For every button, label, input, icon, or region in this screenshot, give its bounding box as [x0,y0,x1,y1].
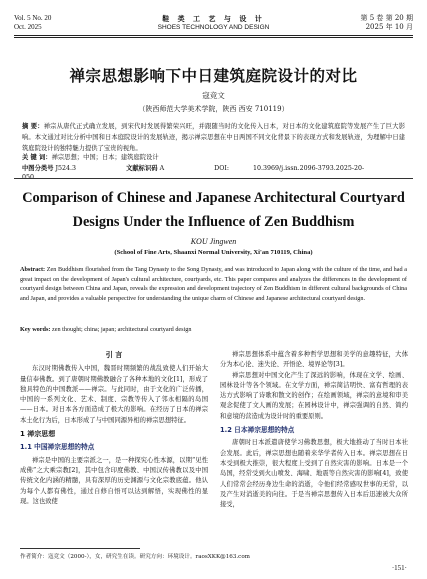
page-number: ·151· [391,564,407,572]
abstract-en-text: Zen Buddhism flourished from the Tang Dynasty to the Song Dynasty, and was introduced to Japan along with the culture of the time, and had a great impact on the development of Japan's cultural architecture, courtyards, etc. This paper compares and analyzes the differences in the development of courtyard design between China and Japan, reveals the expression and development trajectory of Zen Buddhism in different cultural backgrounds of China and Japan, and provides a valuable perspective for understanding the unique charm of Chinese and Japanese architectural courtyard design. [20,266,408,302]
intro-paragraph: 东汉时期佛教传入中国，魏晋时期频繁的战乱致使人们开始大量信奉佛教。到了唐朝时期佛教融合了各种本地的文化[1]，形成了独具特色的中国教派——禅宗。与此同时，由于文化的广泛传播，中国的一系列文化、艺术、制度、宗教等传入了邻永相隔的岛国——日本。对日本各方面造成了极大的影响。在经历了日本的禅宗本土化行为后，日本形成了与中国同源异相的禅宗思想特征。 [20,365,208,424]
journal-name-cn: 鞋 类 工 艺 与 设 计 [162,14,265,23]
keywords-en-text: zen thought; china; japan; architectural courtyard design [51,326,192,333]
abstract-en-label: Abstract: [20,266,46,273]
doc-code-label: 文献标识码 [126,165,158,172]
date-label: Oct. 2025 [14,23,42,31]
abstract-en [20,265,407,303]
header-rule [14,35,413,36]
header-center [14,14,413,32]
abstract-cn-label: 摘 要： [22,123,44,130]
section-rule [14,178,413,179]
running-header [14,10,413,36]
doi-value: 10.3969/j.issn.2096-3793.2025-20-050 [22,165,365,181]
section-1-2-heading: 1.2 日本禅宗思想的特点 [220,426,295,435]
classification-row [22,164,405,182]
keywords-cn-text: 禅宗思想；中国；日本；建筑庭院设计 [51,154,159,161]
header-rule-thin [14,37,413,38]
footnote-rule [20,548,140,549]
keywords-cn-label: 关 键 词： [22,154,52,161]
section-1-1-paragraph: 禅宗是中国的主要宗派之一，是一种探究心性本源，以期“见性成佛”之大乘宗教[2]，其中包含印度佛教、中国汉传佛教以及中国传统文化内涵的精髓，具有深厚的历史渊源与文化宗教底蕴。他认为每个人都有佛性，通过自修自悟可以达到解悟，实现佛性的显现。这也致使 [20,456,208,505]
section-1-2-paragraph: 唐朝时日本派遣唐使学习佛教思想，极大地推动了当时日本社会发展。此后，禅宗思想也随着来华学者传入日本。禅宗思想在日本受到极大推崇，很大程度上受到了自然灾害的影响。日本是一个岛国，经常受到火山喷发、海啸、地震等自然灾害的影响[4]，致使人们常常会经历身边生命的消逝，令他们经常感叹世事的无常，以及产生对消逝美的向往。于是当禅宗思想传入日本后迅速被大众所接受， [220,439,408,509]
intro-heading: 引 言 [105,351,123,359]
keywords-en-label: Key words: [20,326,51,333]
right-column [220,350,408,510]
class-no-label: 中图分类号 [22,165,54,172]
header-right [361,14,414,32]
journal-name-en: SHOES TECHNOLOGY AND DESIGN [157,24,270,31]
right-paragraph-1: 禅宗思想体系中蕴含着多种哲学思想和美学的意趣特征，大体分为本心论、迷失论、开悟论、境界论等[3]。 [220,351,408,369]
affiliation-cn: （陕西师范大学美术学院，陕西 西安 710119） [138,105,289,113]
author-cn: 寇竞文 [202,91,225,100]
abstract-cn [22,121,405,154]
section-1-heading: 1 禅宗思想 [20,430,56,439]
author-footnote: 作者简介：寇竞文（2000-），女，研究生在读。研究方向：环境设计。raosXKK@163.com [20,554,250,560]
date-cn: 2025 年 10 月 [365,23,413,31]
class-no: J524.3 [55,165,77,172]
left-column [20,350,208,507]
doc-code: A [159,165,165,172]
issue-cn: 第 5 卷 第 20 期 [360,14,413,22]
affiliation-en: (School of Fine Arts, Shaanxi Normal University, Xi'an 710119, China) [114,249,313,256]
article-title-en-line2: Designs Under the Influence of Zen Buddhism [72,214,355,230]
section-1-1-heading: 1.1 中国禅宗思想的特点 [20,443,95,452]
article-title-cn: 禅宗思想影响下中日建筑庭院设计的对比 [69,67,358,85]
keywords-en [20,325,407,334]
right-paragraph-2: 禅宗思想对中国文化产生了深远的影响，体现在文学、绘画、园林设计等各个领域。在文学方面，禅宗简洁明快、富有哲理的表达方式影响了诗歌和散文的创作；在绘画领域，禅宗的意境和审美观念促使了文人画的发展；在园林设计中，禅宗强调的自然、简约和意境的营造成为设计时的重要原则。 [220,371,408,420]
keywords-cn [22,153,405,162]
article-title-en-line1: Comparison of Chinese and Japanese Architectural Courtyard [22,190,405,206]
doi-label: DOI: [214,165,229,172]
author-en: KOU Jingwen [190,237,237,246]
volume-label: Vol. 5 No. 20 [14,14,52,22]
article-title-en [0,186,427,234]
abstract-cn-text: 禅宗从唐代正式确立发展，到宋代时发展得繁荣兴旺，并跟随当时的文化传入日本，对日本的文化建筑庭院等发展产生了巨大影响。本文通过对比分析中国和日本庭院设计的发展轨迹，揭示禅宗思想在中日两国不同文化背景下的表现方式和发展轨迹，为理解中日建筑庭院设计的独特魅力提供了宝贵的视角。 [22,123,405,152]
